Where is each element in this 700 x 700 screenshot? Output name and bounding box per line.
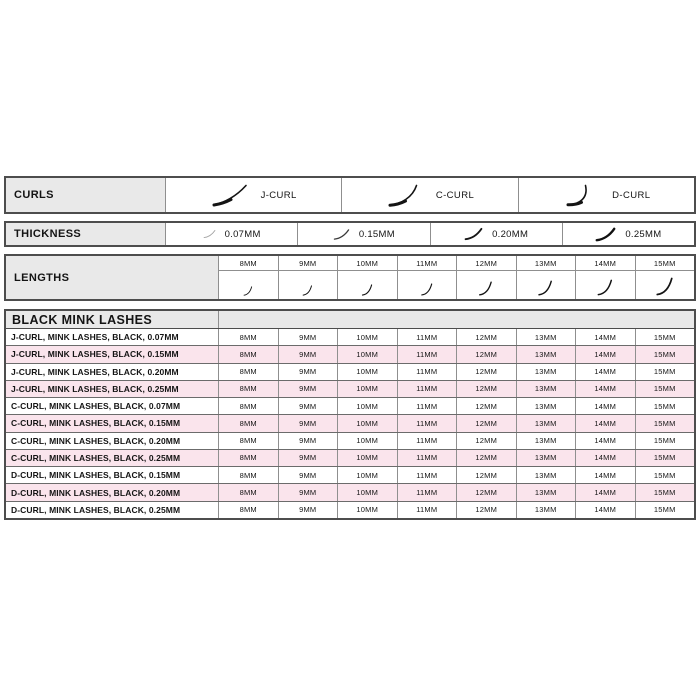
lash-length-12mm-icon (478, 281, 494, 296)
product-length-cell: 14MM (575, 415, 635, 431)
product-length-cell: 13MM (516, 364, 576, 380)
thickness-cell-0.07mm (166, 223, 297, 245)
length-column-9mm (278, 256, 338, 299)
curl-name: J-CURL (260, 189, 297, 201)
product-length-cell: 13MM (516, 415, 576, 431)
product-row (6, 329, 694, 345)
product-length-cell: 10MM (337, 415, 397, 431)
product-length-cell: 8MM (239, 384, 257, 394)
length-header-cell (576, 256, 635, 271)
product-length-cell: 12MM (456, 398, 516, 414)
products-header-row (6, 311, 694, 329)
lash-thickness-015-icon (333, 227, 350, 242)
length-header-label: 13MM (534, 258, 557, 268)
product-length-cell: 13MM (516, 450, 576, 466)
product-row (6, 466, 694, 483)
product-length-cell: 8MM (239, 367, 257, 377)
product-row-label: J-CURL, MINK LASHES, BLACK, 0.07MM (6, 329, 219, 345)
product-row-label: C-CURL, MINK LASHES, BLACK, 0.15MM (6, 415, 219, 431)
product-length-cell: 9MM (278, 467, 338, 483)
product-length-cell: 13MM (516, 467, 576, 483)
product-length-cell: 15MM (635, 398, 695, 414)
length-header-cell (517, 256, 576, 271)
product-length-cell: 11MM (397, 364, 457, 380)
product-length-cell: 8MM (239, 436, 257, 446)
product-length-cell: 13MM (516, 502, 576, 518)
black-mink-lashes-table (4, 309, 696, 520)
product-length-cell: 8MM (239, 505, 257, 515)
product-length-cell: 13MM (516, 433, 576, 449)
length-column-15mm (635, 256, 695, 299)
lash-length-13mm-icon (537, 280, 555, 296)
product-row-label: J-CURL, MINK LASHES, BLACK, 0.20MM (6, 364, 219, 380)
product-length-cell: 12MM (456, 364, 516, 380)
product-length-cell: 12MM (456, 467, 516, 483)
thickness-value: 0.07MM (224, 228, 261, 240)
product-length-cell: 13MM (516, 381, 576, 397)
product-length-cell: 10MM (337, 502, 397, 518)
product-length-cell: 15MM (635, 381, 695, 397)
length-header-cell (457, 256, 516, 271)
product-length-cell: 10MM (337, 467, 397, 483)
product-length-cell: 9MM (278, 415, 338, 431)
product-row-label: J-CURL, MINK LASHES, BLACK, 0.25MM (6, 381, 219, 397)
product-length-cell: 8MM (239, 418, 257, 428)
product-row (6, 345, 694, 362)
length-icon-cell (576, 271, 635, 299)
lengths-columns (219, 256, 694, 299)
curl-cell-d-curl (518, 178, 694, 212)
product-length-cell: 9MM (278, 502, 338, 518)
product-length-cell: 11MM (397, 433, 457, 449)
product-row-label: C-CURL, MINK LASHES, BLACK, 0.20MM (6, 433, 219, 449)
product-row-label: D-CURL, MINK LASHES, BLACK, 0.20MM (6, 484, 219, 500)
lash-thickness-025-icon (595, 226, 616, 243)
product-length-cell: 8MM (239, 488, 257, 498)
product-length-cell: 8MM (239, 401, 257, 411)
thickness-value: 0.25MM (625, 228, 662, 240)
length-column-10mm (337, 256, 397, 299)
lash-thickness-020-icon (464, 226, 483, 242)
product-length-cell: 12MM (456, 450, 516, 466)
product-length-cell: 10MM (337, 364, 397, 380)
product-row-label: D-CURL, MINK LASHES, BLACK, 0.15MM (6, 467, 219, 483)
length-header-label: 8MM (239, 258, 257, 268)
product-length-cell: 12MM (456, 502, 516, 518)
thickness-row-label: THICKNESS (6, 223, 166, 245)
product-length-cell: 10MM (337, 433, 397, 449)
length-header-label: 14MM (594, 258, 617, 268)
product-length-cell: 9MM (278, 381, 338, 397)
lash-length-10mm-icon (361, 284, 374, 296)
length-header-label: 15MM (653, 258, 676, 268)
product-length-cell: 9MM (278, 364, 338, 380)
product-length-cell: 9MM (278, 450, 338, 466)
product-row (6, 380, 694, 397)
product-row-label: C-CURL, MINK LASHES, BLACK, 0.25MM (6, 450, 219, 466)
product-length-cell: 14MM (575, 502, 635, 518)
product-length-cell: 13MM (516, 346, 576, 362)
product-length-cell: 12MM (456, 329, 516, 345)
product-row (6, 414, 694, 431)
product-length-cell: 10MM (337, 381, 397, 397)
product-length-cell: 11MM (397, 450, 457, 466)
lash-length-15mm-icon (655, 277, 676, 296)
length-column-14mm (575, 256, 635, 299)
product-row (6, 483, 694, 500)
lengths-row-label: LENGTHS (6, 256, 219, 299)
thickness-value: 0.20MM (492, 228, 529, 240)
lash-length-8mm-icon (243, 286, 254, 296)
lash-length-11mm-icon (420, 283, 435, 296)
length-icon-cell (279, 271, 338, 299)
product-length-cell: 15MM (635, 415, 695, 431)
product-length-cell: 10MM (337, 484, 397, 500)
lash-length-14mm-icon (596, 279, 615, 296)
lash-thickness-007-icon (203, 228, 216, 240)
product-length-cell: 11MM (397, 329, 457, 345)
thickness-cell-0.20mm (430, 223, 562, 245)
curls-cells (166, 178, 694, 212)
product-length-cell: 10MM (337, 346, 397, 362)
length-column-13mm (516, 256, 576, 299)
length-header-cell (279, 256, 338, 271)
length-header-cell (398, 256, 457, 271)
curl-cell-c-curl (341, 178, 517, 212)
length-header-cell (636, 256, 695, 271)
product-length-cell: 15MM (635, 484, 695, 500)
length-icon-cell (338, 271, 397, 299)
product-length-cell: 12MM (456, 381, 516, 397)
length-header-label: 9MM (299, 258, 317, 268)
product-row-label: J-CURL, MINK LASHES, BLACK, 0.15MM (6, 346, 219, 362)
j-curl-lash-icon (211, 183, 249, 207)
product-length-cell: 9MM (278, 484, 338, 500)
product-row (6, 449, 694, 466)
curls-section (4, 176, 696, 214)
thickness-cells (166, 223, 694, 245)
length-column-8mm (219, 256, 278, 299)
product-length-cell: 14MM (575, 433, 635, 449)
product-length-cell: 11MM (397, 415, 457, 431)
product-length-cell: 15MM (635, 329, 695, 345)
length-icon-cell (517, 271, 576, 299)
product-length-cell: 14MM (575, 484, 635, 500)
product-length-cell: 14MM (575, 398, 635, 414)
product-length-cell: 9MM (278, 346, 338, 362)
product-length-cell: 9MM (278, 433, 338, 449)
product-length-cell: 11MM (397, 346, 457, 362)
product-length-cell: 12MM (456, 433, 516, 449)
d-curl-lash-icon (562, 183, 600, 207)
product-row (6, 501, 694, 518)
products-header-fill (219, 311, 694, 328)
thickness-cell-0.15mm (297, 223, 429, 245)
product-length-cell: 12MM (456, 415, 516, 431)
product-length-cell: 10MM (337, 398, 397, 414)
product-length-cell: 12MM (456, 484, 516, 500)
product-length-cell: 9MM (278, 398, 338, 414)
product-length-cell: 12MM (456, 346, 516, 362)
curl-cell-j-curl (166, 178, 341, 212)
length-icon-cell (457, 271, 516, 299)
product-length-cell: 11MM (397, 502, 457, 518)
product-length-cell: 8MM (239, 470, 257, 480)
product-row (6, 432, 694, 449)
product-length-cell: 13MM (516, 329, 576, 345)
length-header-cell (338, 256, 397, 271)
product-length-cell: 10MM (337, 329, 397, 345)
product-length-cell: 11MM (397, 467, 457, 483)
product-length-cell: 14MM (575, 381, 635, 397)
product-length-cell: 8MM (239, 349, 257, 359)
product-length-cell: 15MM (635, 467, 695, 483)
length-column-12mm (456, 256, 516, 299)
curls-row-label: CURLS (6, 178, 166, 212)
product-length-cell: 11MM (397, 484, 457, 500)
product-length-cell: 9MM (278, 329, 338, 345)
product-length-cell: 15MM (635, 502, 695, 518)
product-length-cell: 14MM (575, 450, 635, 466)
length-header-label: 10MM (356, 258, 379, 268)
product-length-cell: 11MM (397, 398, 457, 414)
product-length-cell: 14MM (575, 467, 635, 483)
c-curl-lash-icon (386, 183, 424, 207)
length-icon-cell (398, 271, 457, 299)
thickness-cell-0.25mm (562, 223, 694, 245)
curl-name: D-CURL (612, 189, 651, 201)
length-header-label: 12MM (475, 258, 498, 268)
product-length-cell: 13MM (516, 398, 576, 414)
product-length-cell: 13MM (516, 484, 576, 500)
products-header-title: BLACK MINK LASHES (6, 311, 219, 328)
product-length-cell: 14MM (575, 364, 635, 380)
product-length-cell: 15MM (635, 346, 695, 362)
product-length-cell: 14MM (575, 329, 635, 345)
length-icon-cell (219, 271, 278, 299)
thickness-section (4, 221, 696, 247)
product-row (6, 397, 694, 414)
product-length-cell: 14MM (575, 346, 635, 362)
lengths-section (4, 254, 696, 301)
product-row-label: C-CURL, MINK LASHES, BLACK, 0.07MM (6, 398, 219, 414)
product-length-cell: 15MM (635, 433, 695, 449)
product-length-cell: 15MM (635, 450, 695, 466)
product-length-cell: 10MM (337, 450, 397, 466)
length-header-label: 11MM (416, 258, 438, 268)
product-length-cell: 11MM (397, 381, 457, 397)
length-icon-cell (636, 271, 695, 299)
curl-name: C-CURL (435, 189, 475, 201)
product-row-label: D-CURL, MINK LASHES, BLACK, 0.25MM (6, 502, 219, 518)
product-length-cell: 8MM (239, 332, 257, 342)
product-length-cell: 8MM (239, 453, 257, 463)
product-rows (6, 329, 694, 518)
thickness-value: 0.15MM (358, 228, 395, 240)
length-header-cell (219, 256, 278, 271)
product-row (6, 363, 694, 380)
product-length-cell: 15MM (635, 364, 695, 380)
length-column-11mm (397, 256, 457, 299)
lash-length-9mm-icon (302, 285, 314, 296)
